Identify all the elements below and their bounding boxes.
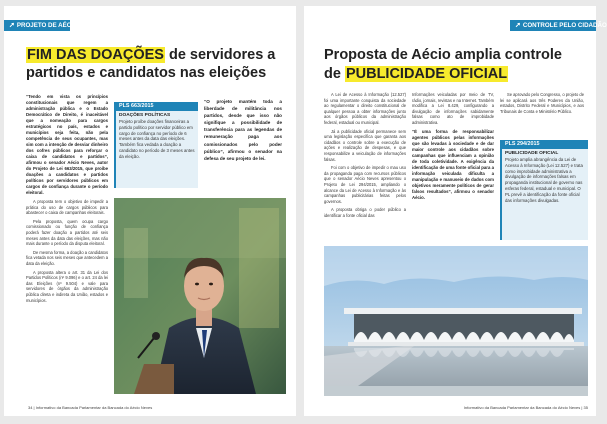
info-box-pls-294 bbox=[500, 140, 588, 240]
box-text: Projeto proíbe doações financeiras a partido político por servidor público em cargo de confiança no período de 6 meses antes da data das eleições. Também fica vedada a doação a candidato no período de 3 meses antes da eleição. bbox=[119, 119, 195, 159]
headline-right bbox=[324, 46, 586, 84]
photo-planalto-palace bbox=[324, 246, 588, 396]
headline-highlight: PUBLICIDADE OFICIAL bbox=[345, 66, 508, 82]
body-paragraph: A proposta altera o art. 31 da Lei dos Partidos Políticos (nº 9.096) e o art. 24 da lei das Eleições (nº 9.504) e vale para servidores de órgãos da administração pública direta e indireta da União, estados e municípios. bbox=[26, 269, 108, 303]
box-title: PUBLICIDADE OFICIAL bbox=[505, 151, 559, 156]
box-head: PLS 663/2015 bbox=[116, 102, 198, 111]
page-footer-right: Informativo da Bancada Parlamentar da Bancada do Aécio Neves | 35 bbox=[463, 405, 588, 410]
left-column-1 bbox=[26, 94, 108, 306]
body-paragraph: A Lei de Acesso à Informação (12.527) foi uma importante conquista da sociedade ao regulamentar o direito constitucional de qualquer pessoa a obter informações junto aos órgãos públicos da administração federal, estadual ou municipal. bbox=[324, 92, 406, 125]
body-paragraph: De mesma forma, a doação a candidatos fica vetada nos seis meses que antecedem a data da eleição. bbox=[26, 249, 108, 266]
right-column-2 bbox=[412, 92, 494, 204]
body-paragraph: Pela proposta, quem ocupa cargo comissionado ou função de confiança poderá fazer doação a partidos até seis meses antes da data das eleições, mas não mais durante o período da disputa eleitoral. bbox=[26, 218, 108, 247]
headline-left bbox=[26, 46, 276, 82]
body-paragraph: Se aprovado pelo Congresso, o projeto de lei se aplicará aos três Poderes da União, estados, Distrito Federal e Municípios, e aos Tribunais de Conta e Ministério Público. bbox=[500, 92, 584, 114]
section-tag-right: ➚ CONTROLE PELO CIDADÃO bbox=[510, 20, 596, 31]
photo-senator-speaking bbox=[114, 198, 286, 394]
quote-right: “É uma forma de responsabilizar agentes públicos pelas informações que são levadas à sociedade e de dar maior controle aos cidadãos sobre campanhas que influenciam a opinião de toda coletividade. A exigência da identificação de uma fonte oficial para a informação veiculada dificulta a manipulação e manuseio de dados com objetivos meramente políticos de gerar falsos resultados”, afirmou o senador Aécio. bbox=[412, 128, 494, 200]
headline-highlight: FIM DAS DOAÇÕES bbox=[27, 47, 164, 63]
box-title: DOAÇÕES POLÍTICAS bbox=[119, 113, 171, 118]
body-paragraph: Já a publicidade oficial permanece sem uma legislação específica que garanta aos cidadãos o controle sobre a execução de ações e realização de despesas, e que responsabilize a veiculação de informações falsas. bbox=[324, 128, 406, 162]
right-column-3 bbox=[500, 92, 584, 117]
arrow-icon: ➚ bbox=[515, 22, 521, 29]
body-paragraph: A proposta tem o objetivo de impedir a prática do uso de cargos públicos para abastecer o caixa de campanhas eleitorais. bbox=[26, 199, 108, 216]
page-footer-left: 34 | Informativo da Bancada Parlamentar da Bancada do Aécio Neves bbox=[28, 405, 153, 410]
right-page bbox=[304, 6, 607, 416]
body-paragraph: Foi com o objetivo de impedir o mau uso da propaganda paga com recursos públicos que o senador Aécio Neves apresentou o Projeto de Lei 294/2015, ampliando o alcance da Lei de Acesso à Informação e às campanhas publicitárias feitas pelos governos. bbox=[324, 165, 406, 204]
quote-left: “O projeto mantém toda a liberdade de militância nos partidos, desde que isso não signifique a possibilidade de transferência para as legendas de remuneração paga aos comissionados pelo poder público”, afirmou o senador na defesa de seu projeto de lei. bbox=[204, 99, 282, 161]
arrow-icon: ➚ bbox=[9, 22, 15, 29]
box-head: PLS 294/2015 bbox=[502, 140, 588, 149]
headline-line-2: de PUBLICIDADE OFICIAL bbox=[324, 66, 508, 82]
lead-paragraph: “Tendo em vista os princípios constitucionais que regem a administração pública e o Estado Democrático de Direito, é inaceitável que a nomeação para cargos estratégicos no país, estados e municípios seja feita, não pela competência de seus ocupantes, mas sim com a intenção de desviar dinheiro dos cofres públicos para reforçar o caixa de candidatos e partidos”, afirmou o senador Aécio Neves, autor do Projeto de Lei 663/2015, que proíbe doações a candidatos e partidos políticos por servidores públicos em cargos de confiança durante o período eleitoral. bbox=[26, 94, 108, 195]
right-column-1 bbox=[324, 92, 406, 221]
left-page bbox=[4, 6, 296, 416]
body-paragraph: Informações veiculadas por meio de TV, rádio, jornais, revistas e na Internet. Também modifica a Lei 8.429, configurando a divulgação de informações sabidamente falsas como ato de improbidade administrativa. bbox=[412, 92, 494, 125]
headline-line-1: Proposta de Aécio amplia controle bbox=[324, 47, 562, 63]
palace-photo-illustration bbox=[324, 246, 588, 396]
headline-rest: de servidores a partidos e candidatos nas eleições bbox=[26, 47, 276, 81]
box-text: Projeto amplia abrangência da Lei de Acesso à Informação (Lei 12.527) e trata como improbidade administrativa a divulgação de informações falsas em propaganda institucional de governo nas esferas federal, estadual e municipal. O PL prevê a identificação da fonte oficial das informações divulgadas. bbox=[505, 157, 583, 203]
info-box-pls-663 bbox=[114, 102, 198, 188]
body-paragraph: A proposta obriga o poder público a identificar a fonte oficial das bbox=[324, 207, 406, 218]
senator-photo-illustration bbox=[114, 198, 286, 394]
section-tag-left: ➚ PROJETO DE AÉCIO bbox=[4, 20, 70, 31]
